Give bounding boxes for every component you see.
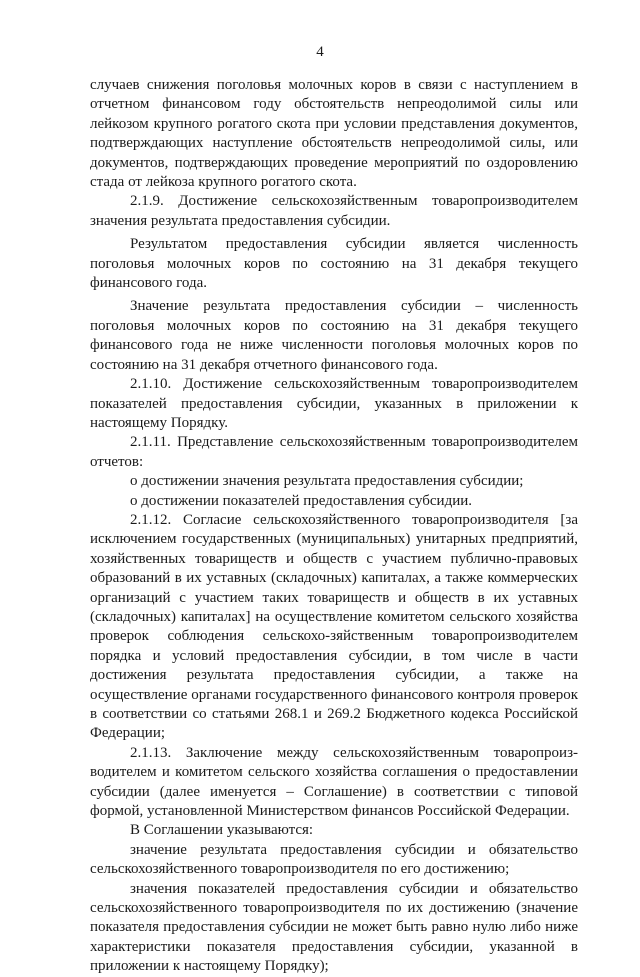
document-body [90,76,578,977]
paragraph-2-1-12: 2.1.12. Согласие сельскохозяйственного товаропроизводителя [за исключением государственных (муниципальных) унитарных предприятий, хозяйственных товариществ и обществ с участием публично-правовых образований в их уставных (складочных) капиталах, а также коммерческих организаций с участием таких товариществ и обществ в их уставных (складочных) капиталах] на осуществление комитетом сельского хозяйства проверок соблюдения сельскохо-зяйственным товаропроизводителем порядка и условий предоставления субсидии, в том числе в части достижения результата предоставления субсидии, а также на осуществление органами государственного финансового контроля проверок в соответствии со статьями 268.1 и 269.2 Бюджетного кодекса Российской Федерации; [90,511,578,742]
paragraph-result: Результатом предоставления субсидии является численность поголовья молочных коров по состоянию на 31 декабря текущего финансового года. [90,236,578,292]
paragraph-2-1-10: 2.1.10. Достижение сельскохозяйственным товаропроизводителем показателей предоставления субсидии, указанных в приложении к настоящему Порядку. [90,376,578,431]
paragraph-agreement-contents: В Соглашении указываются: [130,822,314,839]
paragraph-2-1-13: 2.1.13. Заключение между сельскохозяйственным товаропроиз-водителем и комитетом сельского хозяйства соглашения о предоставлении субсидии (далее именуется – Соглашение) в соответствии с типовой формой, установленной Министерством финансов Российской Федерации. [90,744,578,820]
paragraph-2-1-11: 2.1.11. Представление сельскохозяйственным товаропроизводителем отчетов: [90,434,578,470]
list-item-report-result: о достижении значения результата предоставления субсидии; [130,473,524,490]
list-item-result-obligation: значение результата предоставления субсидии и обязательство сельскохозяйственного товаропроизводителя по его достижению; [90,841,578,878]
page-number: 4 [316,44,324,60]
paragraph-2-1-9: 2.1.9. Достижение сельскохозяйственным товаропроизводителем значения результата предоставления субсидии. [90,193,578,229]
list-item-report-indicators: о достижении показателей предоставления субсидии. [130,492,473,509]
paragraph-continuation: случаев снижения поголовья молочных коров в связи с наступлением в отчетном финансовом году обстоятельств непреодолимой силы или лейкозом крупного рогатого скота при условии представления документов, подтверждающих наступление обстоятельств непреодолимой силы, или документов, подтверждающих проведение мероприятий по оздоровлению стада от лейкоза крупного рогатого скота. [90,77,578,191]
paragraph-result-value: Значение результата предоставления субсидии – численность поголовья молочных коров по состоянию на 31 декабря текущего финансового года не ниже численности поголовья молочных коров по состоянию на 31 декабря отчетного финансового года. [90,298,578,373]
list-item-indicators-obligation: значения показателей предоставления субсидии и обязательство сельскохозяйственного товаропроизводителя по их достижению (значение показателя предоставления субсидии не может быть равно нулю либо ниже характеристики показателя предоставления субсидии, указанной в приложении к настоящему Порядку); [90,880,578,975]
